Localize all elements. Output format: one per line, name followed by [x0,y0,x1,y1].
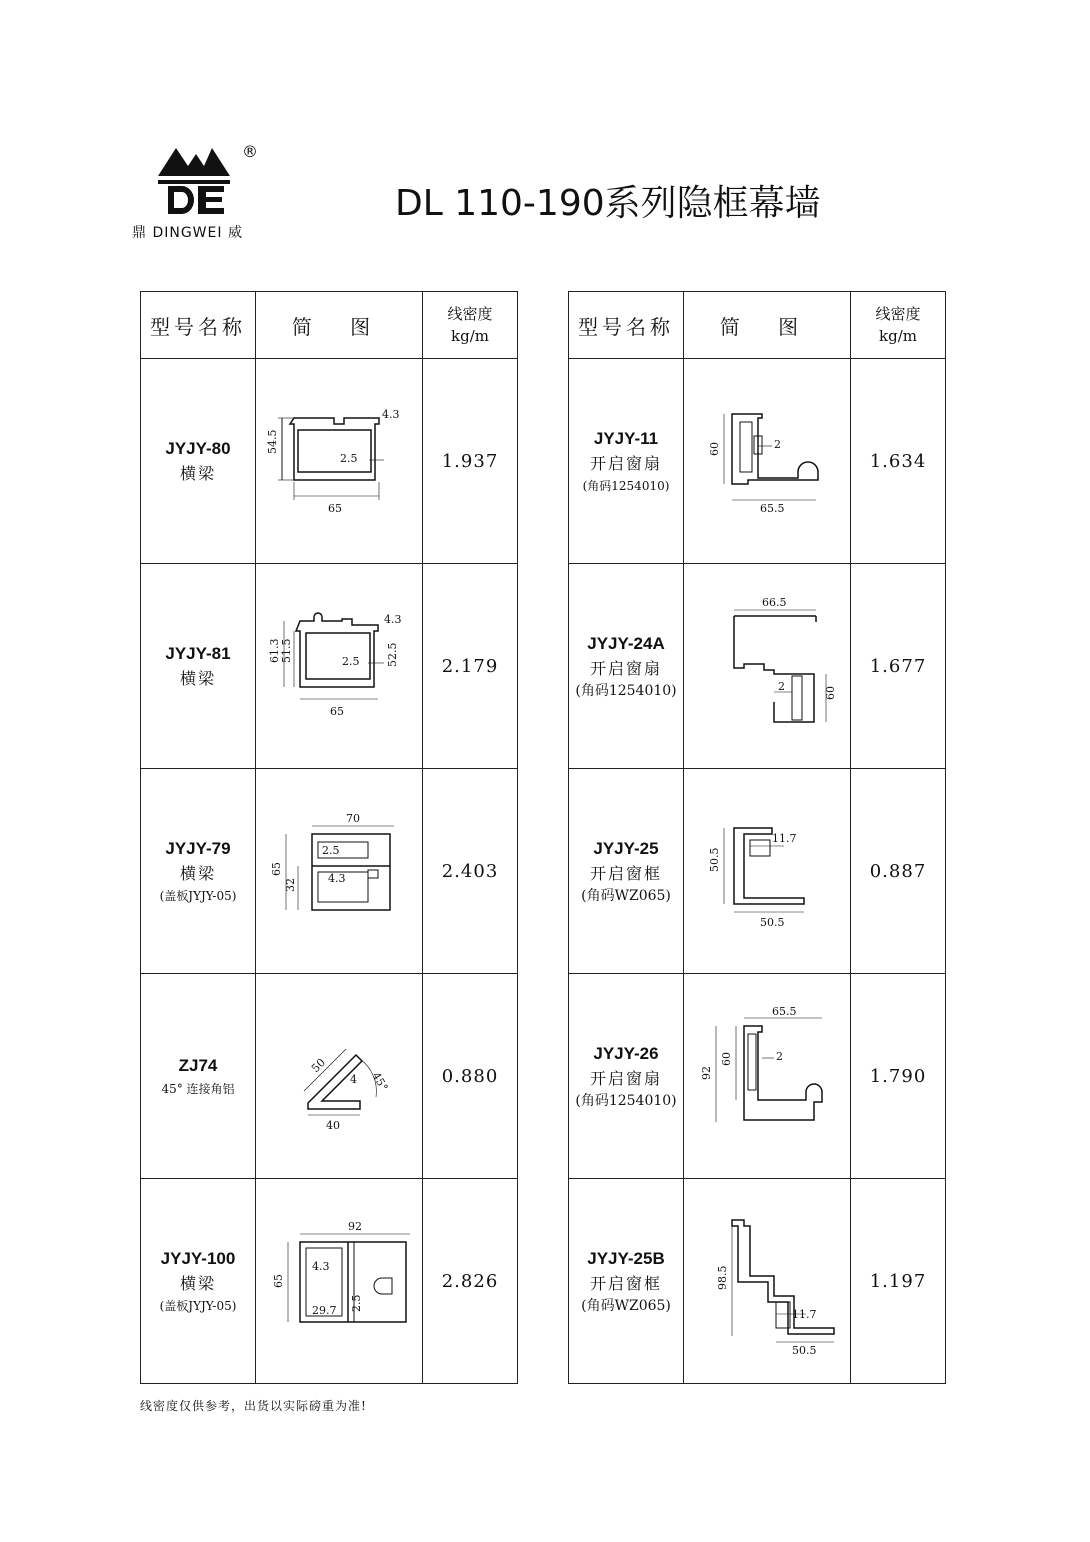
density-cell [851,359,946,564]
svg-text:11.7: 11.7 [792,1308,817,1321]
model-code: JYJY-79 [165,839,231,858]
profile-drawing [264,1011,414,1141]
svg-text:65: 65 [328,502,342,515]
svg-text:29.7: 29.7 [312,1304,337,1317]
density-value: 1.790 [869,1065,927,1087]
model-desc: 开启窗框 [589,1274,662,1293]
profile-drawing [264,806,414,936]
svg-text:50.5: 50.5 [760,916,785,929]
header-image: 简 图 [256,292,423,359]
svg-text:4.3: 4.3 [382,408,400,421]
drawing-cell [256,769,423,974]
drawing-cell [256,974,423,1179]
table-row [569,974,946,1179]
svg-text:65: 65 [270,862,283,876]
table-row [569,769,946,974]
model-cell [141,974,256,1179]
density-value: 1.197 [869,1270,927,1292]
profile-drawing [692,806,842,936]
density-value: 0.887 [869,860,927,882]
drawing-cell [684,974,851,1179]
model-desc: 开启窗扇 [589,1069,662,1088]
svg-text:50.5: 50.5 [708,847,721,872]
header-name: 型号名称 [141,292,256,359]
svg-text:2.5: 2.5 [342,655,360,668]
svg-text:50.5: 50.5 [792,1344,817,1356]
svg-text:2.5: 2.5 [340,452,358,465]
brand-name: 鼎 DINGWEI 威 [132,225,243,241]
model-desc: 开启窗扇 [589,659,662,678]
model-note: (角码WZ065) [581,1298,671,1314]
svg-text:45°: 45° [369,1070,391,1094]
model-desc: 横梁 [179,1274,216,1293]
drawing-cell [684,564,851,769]
density-cell [851,564,946,769]
svg-text:11.7: 11.7 [772,832,797,845]
model-cell [569,974,684,1179]
table-row [141,359,518,564]
right-spec-table [568,291,946,1384]
header-name: 型号名称 [569,292,684,359]
registered-mark: ® [242,142,258,161]
profile-drawing [692,396,842,526]
table-row [569,1179,946,1384]
drawing-cell [684,769,851,974]
drawing-cell [256,564,423,769]
density-cell [423,359,518,564]
svg-text:92: 92 [700,1066,713,1080]
density-value: 1.677 [869,655,927,677]
model-cell [141,564,256,769]
model-note: (角码1254010) [575,683,677,699]
model-code: JYJY-25B [587,1249,665,1268]
model-desc: 横梁 [179,864,216,883]
svg-text:50: 50 [308,1056,329,1076]
model-code: JYJY-81 [165,644,231,663]
density-cell [423,1179,518,1384]
svg-text:4.3: 4.3 [384,613,402,626]
density-value: 0.880 [441,1065,499,1087]
footer-note: 线密度仅供参考，出货以实际磅重为准! [140,1399,367,1413]
header-density: 线密度 kg/m [423,292,518,359]
model-cell [569,769,684,974]
svg-text:61.3: 61.3 [268,638,281,663]
density-value: 2.179 [441,655,499,677]
model-code: ZJ74 [178,1056,218,1075]
table-header-row [569,292,946,359]
svg-text:2.5: 2.5 [350,1294,363,1312]
svg-text:65: 65 [330,705,344,718]
model-note: (角码1254010) [575,1093,677,1109]
table-row [569,359,946,564]
profile-drawing [692,1206,842,1356]
svg-text:2: 2 [774,438,781,451]
model-cell [569,359,684,564]
svg-text:4: 4 [350,1073,357,1086]
density-value: 2.403 [441,860,499,882]
density-cell [851,1179,946,1384]
svg-text:92: 92 [348,1220,362,1233]
density-cell [423,974,518,1179]
svg-text:2.5: 2.5 [322,844,340,857]
density-value: 1.634 [869,450,927,472]
svg-text:60: 60 [708,442,721,456]
svg-text:70: 70 [346,812,360,825]
model-code: JYJY-26 [593,1044,659,1063]
drawing-cell [684,359,851,564]
model-note: (盖板JYJY-05) [159,1299,237,1313]
model-note: (角码1254010) [582,479,670,493]
density-cell [423,564,518,769]
table-row [141,769,518,974]
drawing-cell [256,359,423,564]
model-cell [141,359,256,564]
table-row [141,974,518,1179]
model-note: (盖板JYJY-05) [159,889,237,903]
profile-drawing [264,396,414,526]
svg-text:65.5: 65.5 [760,502,785,515]
model-cell [569,1179,684,1384]
header-density: 线密度 kg/m [851,292,946,359]
model-cell [141,769,256,974]
model-code: JYJY-11 [593,429,659,448]
profile-drawing [264,601,414,731]
svg-text:32: 32 [284,878,297,892]
svg-text:2: 2 [776,1050,783,1063]
header-image: 简 图 [684,292,851,359]
svg-text:60: 60 [720,1052,733,1066]
brand-logo [132,142,272,242]
svg-text:4.3: 4.3 [328,872,346,885]
model-desc: 横梁 [179,669,216,688]
svg-text:52.5: 52.5 [386,642,399,667]
model-desc: 横梁 [179,464,216,483]
model-code: JYJY-80 [165,439,231,458]
svg-text:4.3: 4.3 [312,1260,330,1273]
model-desc: 开启窗扇 [589,454,662,473]
svg-text:65: 65 [272,1274,285,1288]
svg-text:51.5: 51.5 [280,638,293,663]
profile-drawing [692,1006,842,1146]
density-cell [423,769,518,974]
svg-text:2: 2 [778,680,785,693]
profile-drawing [264,1216,414,1346]
density-cell [851,974,946,1179]
model-code: JYJY-100 [160,1249,236,1268]
svg-text:66.5: 66.5 [762,596,787,609]
density-value: 1.937 [441,450,499,472]
model-cell [141,1179,256,1384]
table-row [569,564,946,769]
drawing-cell [256,1179,423,1384]
table-row [141,1179,518,1384]
density-value: 2.826 [441,1270,499,1292]
model-note: (角码WZ065) [581,888,671,904]
density-cell [851,769,946,974]
model-cell [569,564,684,769]
table-header-row [141,292,518,359]
page-title: DL 110-190系列隐框幕墙 [395,183,821,224]
model-note: 45° 连接角铝 [161,1082,235,1096]
dingwei-logo-icon [154,142,234,216]
svg-text:98.5: 98.5 [716,1265,729,1290]
model-desc: 开启窗框 [589,864,662,883]
svg-text:65.5: 65.5 [772,1006,797,1018]
svg-text:40: 40 [326,1119,340,1132]
model-code: JYJY-25 [593,839,659,858]
drawing-cell [684,1179,851,1384]
profile-drawing [692,596,842,736]
model-code: JYJY-24A [587,634,665,653]
left-spec-table [140,291,518,1384]
svg-text:60: 60 [824,686,837,700]
table-row [141,564,518,769]
svg-text:54.5: 54.5 [266,429,279,454]
